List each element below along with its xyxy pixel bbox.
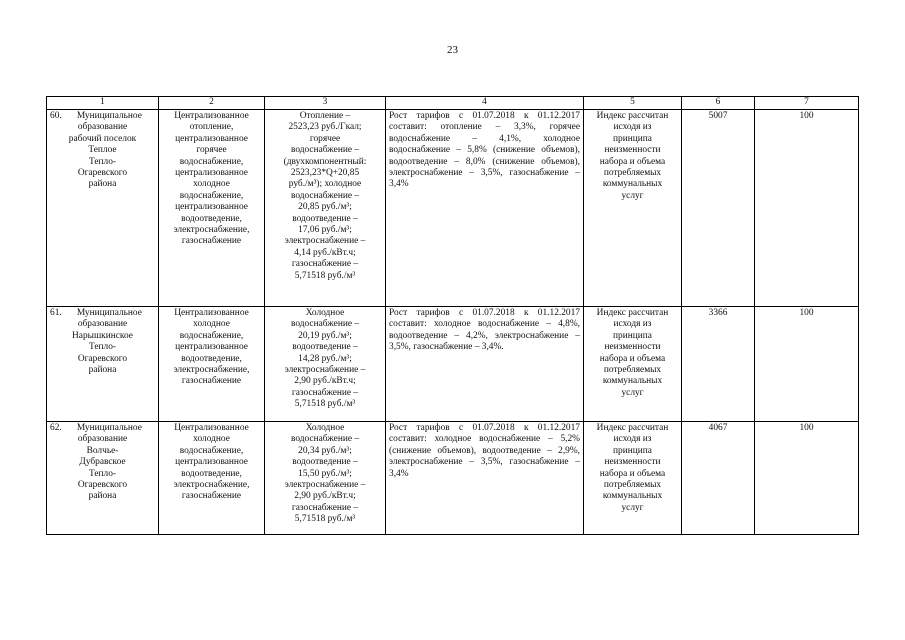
tariffs-cell: Отопление – 2523,23 руб./Гкал; горячее водоснабжение – (двухкомпонентный: 2523,23*Q+20,85 руб./м³); холодное водоснабжение – 20,85 руб./м³; водоотведение – 17,06 руб./м³; электроснабжение – 4,14 руб./кВт.ч; газоснабжение – 5,71518 руб./м³ [265,110,386,307]
row-number: 60. [50,111,62,121]
column-header-6: 6 [682,97,755,110]
services-cell: Централизованное отопление, централизованное горячее водоснабжение, централизованное холодное водоснабжение, централизованное водоотведение, электроснабжение, газоснабжение [159,110,265,307]
services-cell: Централизованное холодное водоснабжение, централизованное водоотведение, электроснабжение, газоснабжение [159,307,265,422]
growth-cell: Рост тарифов с 01.07.2018 к 01.12.2017 составит: холодное водоснабжение – 4,8%, водоотведение – 4,2%, электроснабжение – 3,5%, газоснабжение – 3,4%. [386,307,584,422]
municipality-name: Муниципальное образование Волчье- Дубравское Тепло- Огаревского района [76,423,142,502]
row-number: 62. [50,423,62,433]
column-header-1: 1 [47,97,159,110]
municipality-cell [47,422,159,535]
share-cell: 100 [755,307,859,422]
municipality-name: Муниципальное образование Нарышкинское Тепло- Огаревского района [72,308,142,376]
population-cell: 4067 [682,422,755,535]
tariff-table [46,96,859,535]
index-note-cell: Индекс рассчитан исходя из принципа неизменности набора и объема потребляемых коммунальных услуг [584,110,682,307]
table-row [47,110,859,307]
municipality-name: Муниципальное образование рабочий поселок Теплое Тепло- Огаревского района [68,111,142,190]
column-header-7: 7 [755,97,859,110]
header-row [47,97,859,110]
row-number: 61. [50,308,62,318]
column-header-3: 3 [265,97,386,110]
column-header-5: 5 [584,97,682,110]
population-cell: 5007 [682,110,755,307]
tariffs-cell: Холодное водоснабжение – 20,34 руб./м³; водоотведение – 15,50 руб./м³; электроснабжение – 2,90 руб./кВт.ч; газоснабжение – 5,71518 руб./м³ [265,422,386,535]
growth-cell: Рост тарифов с 01.07.2018 к 01.12.2017 составит: отопление – 3,3%, горячее водоснабжение – 4,1%, холодное водоснабжение – 5,8% (снижение объемов), водоотведение – 8,0% (снижение объемов), электроснабжение – 3,5%, газоснабжение – 3,4% [386,110,584,307]
page-number: 23 [447,44,458,56]
services-cell: Централизованное холодное водоснабжение, централизованное водоотведение, электроснабжение, газоснабжение [159,422,265,535]
table-row [47,307,859,422]
index-note-cell: Индекс рассчитан исходя из принципа неизменности набора и объема потребляемых коммунальных услуг [584,422,682,535]
table-row [47,422,859,535]
population-cell: 3366 [682,307,755,422]
index-note-cell: Индекс рассчитан исходя из принципа неизменности набора и объема потребляемых коммунальных услуг [584,307,682,422]
column-header-2: 2 [159,97,265,110]
municipality-cell [47,307,159,422]
municipality-cell [47,110,159,307]
tariffs-cell: Холодное водоснабжение – 20,19 руб./м³; водоотведение – 14,28 руб./м³; электроснабжение – 2,90 руб./кВт.ч; газоснабжение – 5,71518 руб./м³ [265,307,386,422]
column-header-4: 4 [386,97,584,110]
share-cell: 100 [755,110,859,307]
share-cell: 100 [755,422,859,535]
growth-cell: Рост тарифов с 01.07.2018 к 01.12.2017 составит: холодное водоснабжение – 5,2% (снижение объемов), водоотведение – 2,9%, электроснабжение – 3,5%, газоснабжение – 3,4% [386,422,584,535]
